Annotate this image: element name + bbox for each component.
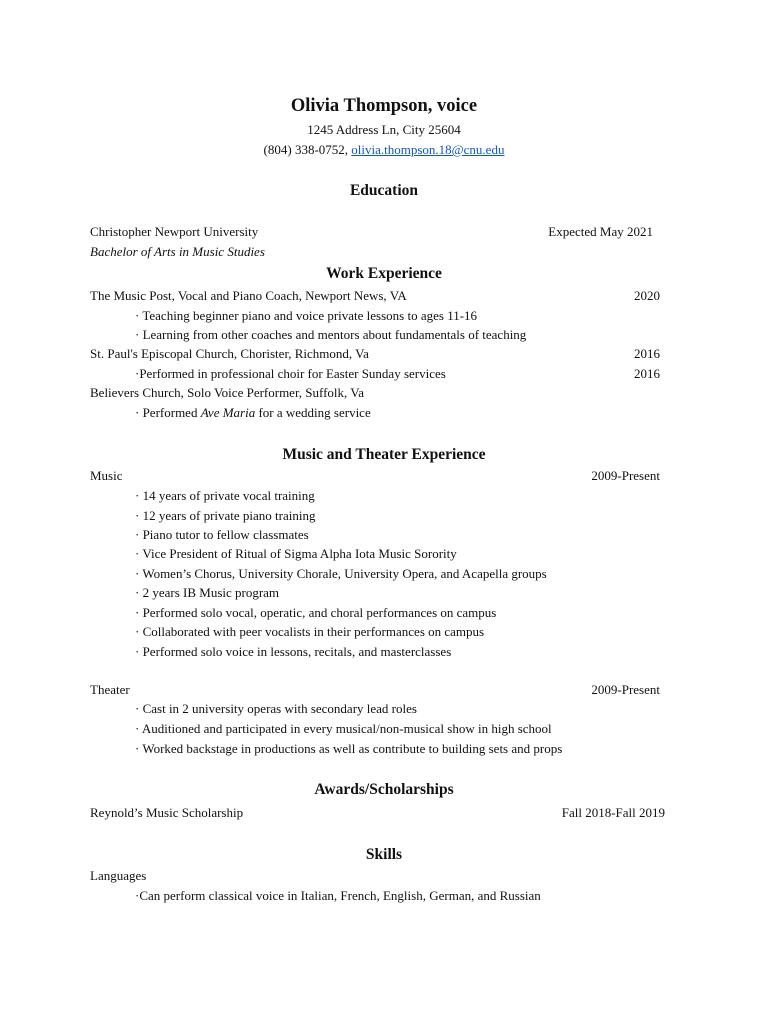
- job-bullet-year: 2016: [634, 366, 660, 381]
- music-dates: 2009-Present: [591, 468, 660, 483]
- theater-label: Theater: [90, 682, 130, 697]
- list-item: · Women’s Chorus, University Chorale, University Opera, and Acapella groups: [135, 566, 547, 581]
- music-theater-heading: Music and Theater Experience: [282, 446, 486, 463]
- list-item: · Cast in 2 university operas with secondary lead roles: [135, 701, 417, 716]
- bullet-song-title: Ave Maria: [200, 405, 256, 420]
- list-item: · Performed solo voice in lessons, recitals, and masterclasses: [135, 644, 452, 659]
- resume-name: Olivia Thompson, voice: [290, 96, 478, 116]
- education-date: Expected May 2021: [548, 224, 653, 239]
- bullet-text: for a wedding service: [255, 405, 371, 420]
- bullet-text: · Performed: [135, 405, 201, 420]
- job-year-music-post: 2020: [634, 288, 660, 303]
- job-title-believers: Believers Church, Solo Voice Performer, Suffolk, Va: [90, 385, 365, 400]
- list-item: · 12 years of private piano training: [135, 508, 316, 523]
- theater-dates: 2009-Present: [591, 682, 660, 697]
- list-item: · Worked backstage in productions as well as contribute to building sets and props: [135, 741, 563, 756]
- job-bullet: ·Performed in professional choir for Easter Sunday services: [135, 366, 446, 381]
- contact-line: [0, 142, 768, 158]
- degree: Bachelor of Arts in Music Studies: [90, 244, 265, 259]
- job-bullet: · Teaching beginner piano and voice private lessons to ages 11-16: [135, 308, 478, 323]
- work-heading: Work Experience: [326, 265, 442, 282]
- skills-label: Languages: [90, 868, 147, 883]
- award-dates: Fall 2018-Fall 2019: [561, 805, 665, 820]
- education-heading: Education: [349, 182, 419, 199]
- job-bullet: · Learning from other coaches and mentors about fundamentals of teaching: [135, 327, 527, 342]
- address: 1245 Address Ln, City 25604: [307, 122, 461, 137]
- award-name: Reynold’s Music Scholarship: [90, 805, 244, 820]
- job-title-music-post: The Music Post, Vocal and Piano Coach, Newport News, VA: [90, 288, 407, 303]
- job-bullet: [135, 405, 371, 421]
- list-item: · Performed solo vocal, operatic, and choral performances on campus: [135, 605, 497, 620]
- email-link[interactable]: olivia.thompson.18@cnu.edu: [351, 142, 505, 157]
- list-item: · Piano tutor to fellow classmates: [135, 527, 309, 542]
- job-title-st-pauls: St. Paul's Episcopal Church, Chorister, Richmond, Va: [90, 346, 369, 361]
- list-item: · 14 years of private vocal training: [135, 488, 315, 503]
- school-name: Christopher Newport University: [90, 224, 259, 239]
- list-item: · Auditioned and participated in every musical/non-musical show in high school: [135, 721, 552, 736]
- list-item: · Vice President of Ritual of Sigma Alpha Iota Music Sorority: [135, 546, 457, 561]
- music-label: Music: [90, 468, 123, 483]
- list-item: · 2 years IB Music program: [135, 585, 280, 600]
- job-year-st-pauls: 2016: [634, 346, 660, 361]
- list-item: · Collaborated with peer vocalists in their performances on campus: [135, 624, 485, 639]
- phone: (804) 338-0752,: [263, 142, 352, 157]
- awards-heading: Awards/Scholarships: [314, 781, 454, 798]
- skill-item: ·Can perform classical voice in Italian, French, English, German, and Russian: [135, 888, 541, 903]
- skills-heading: Skills: [365, 846, 403, 863]
